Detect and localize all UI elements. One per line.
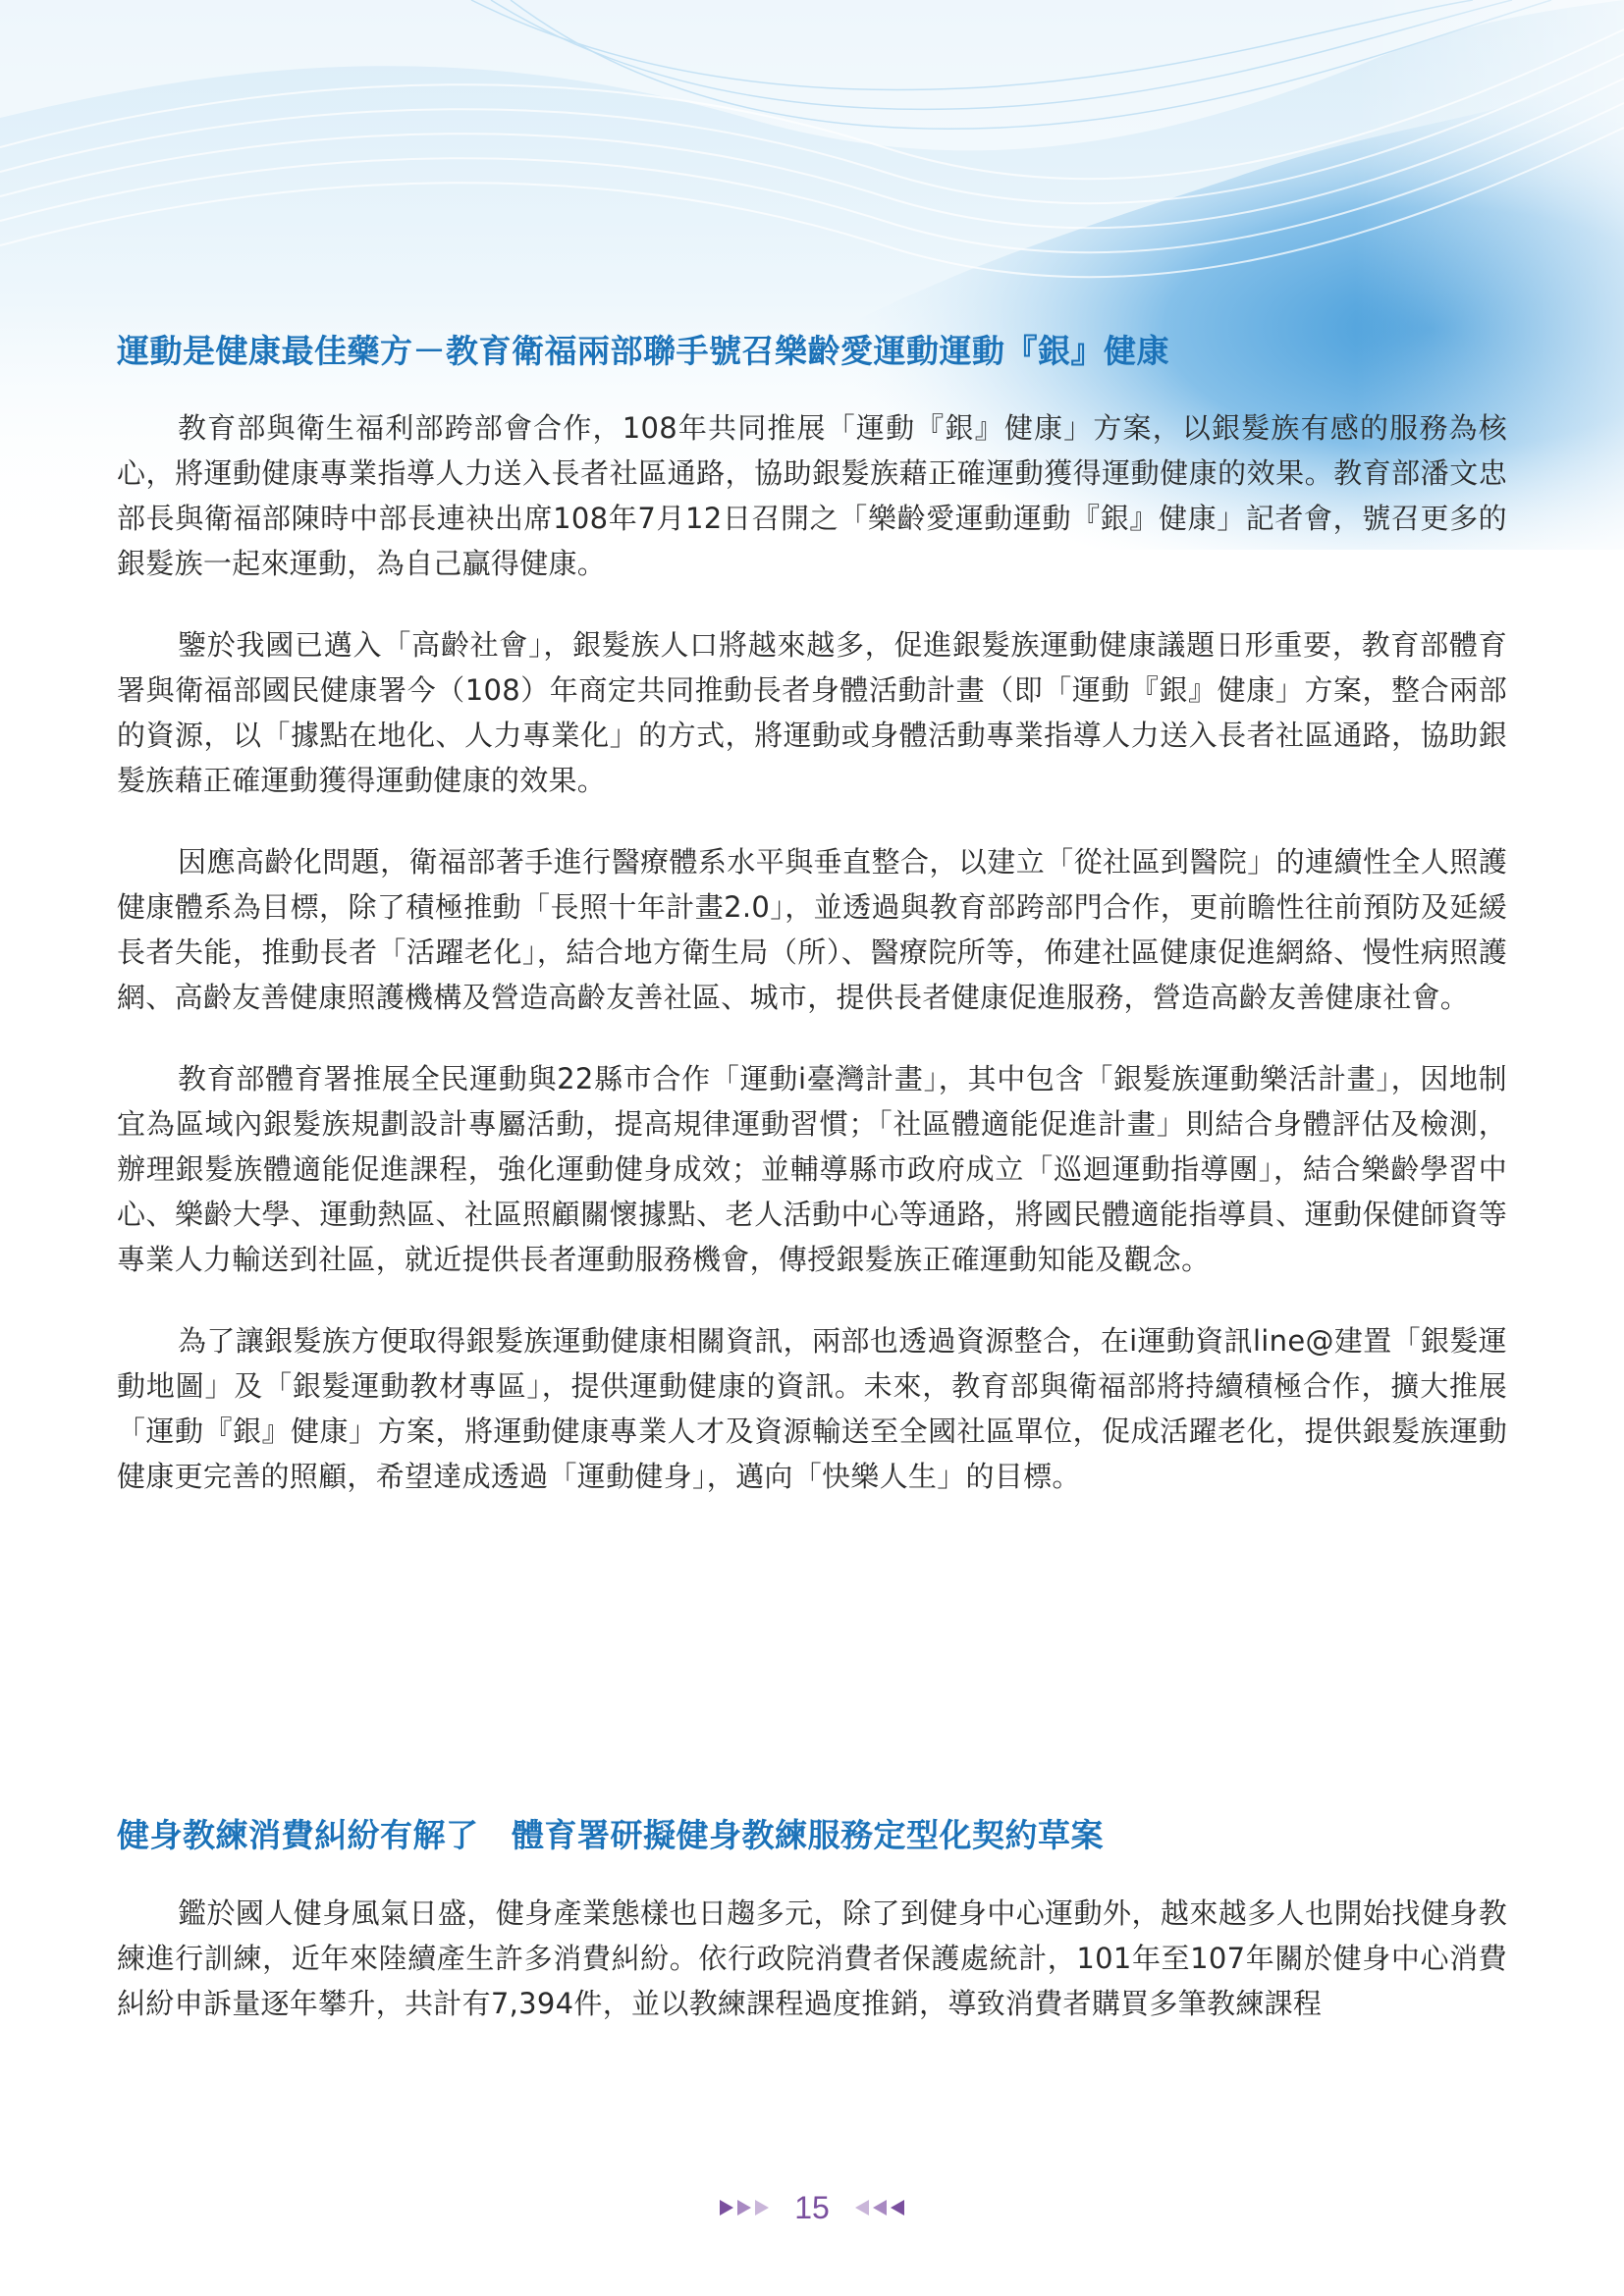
triple-right-arrow-icon <box>720 2200 769 2216</box>
section-2-paragraph-1: 鑑於國人健身風氣日盛，健身產業態樣也日趨多元，除了到健身中心運動外，越來越多人也開始找健身教練進行訓練，近年來陸續產生許多消費糾紛。依行政院消費者保護處統計，101年至107年關於健身中心消費糾紛申訴量逐年攀升，共計有7,394件，並以教練課程過度推銷，導致消費者購買多筆教練課程 <box>117 1896 1507 2020</box>
section-1-title: 運動是健康最佳藥方－教育衛福兩部聯手號召樂齡愛運動運動『銀』健康 <box>117 332 1169 370</box>
section-1-paragraph-5: 為了讓銀髮族方便取得銀髮族運動健康相關資訊，兩部也透過資源整合，在i運動資訊line@建置「銀髮運動地圖」及「銀髮運動教材專區」，提供運動健康的資訊。未來，教育部與衛福部將持續積極合作，擴大推展「運動『銀』健康」方案，將運動健康專業人才及資源輸送至全國社區單位，促成活躍老化，提供銀髮族運動健康更完善的照顧，希望達成透過「運動健身」，邁向「快樂人生」的目標。 <box>117 1324 1507 1493</box>
section-1-paragraph-3: 因應高齡化問題，衛福部著手進行醫療體系水平與垂直整合，以建立「從社區到醫院」的連續性全人照護健康體系為目標，除了積極推動「長照十年計畫2.0」，並透過與教育部跨部門合作，更前瞻性往前預防及延緩長者失能，推動長者「活躍老化」，結合地方衛生局（所）、醫療院所等，佈建社區健康促進網絡、慢性病照護網、高齡友善健康照護機構及營造高齡友善社區、城市，提供長者健康促進服務，營造高齡友善健康社會。 <box>117 845 1507 1014</box>
section-2-body <box>117 1891 1507 2026</box>
section-1-paragraph-1: 教育部與衛生福利部跨部會合作，108年共同推展「運動『銀』健康」方案，以銀髮族有感的服務為核心，將運動健康專業指導人力送入長者社區通路，協助銀髮族藉正確運動獲得運動健康的效果。教育部潘文忠部長與衛福部陳時中部長連袂出席108年7月12日召開之「樂齡愛運動運動『銀』健康」記者會，號召更多的銀髮族一起來運動，為自己贏得健康。 <box>117 411 1507 580</box>
page-footer <box>0 2185 1624 2230</box>
triple-left-arrow-icon <box>855 2200 904 2216</box>
section-1-paragraph-2: 鑒於我國已邁入「高齡社會」，銀髮族人口將越來越多，促進銀髮族運動健康議題日形重要，教育部體育署與衛福部國民健康署今（108）年商定共同推動長者身體活動計畫（即「運動『銀』健康」方案，整合兩部的資源，以「據點在地化、人力專業化」的方式，將運動或身體活動專業指導人力送入長者社區通路，協助銀髮族藉正確運動獲得運動健康的效果。 <box>117 628 1507 797</box>
section-2-title: 健身教練消費糾紛有解了 體育署研擬健身教練服務定型化契約草案 <box>117 1816 1104 1854</box>
section-1-body <box>117 405 1507 1499</box>
section-1-paragraph-4: 教育部體育署推展全民運動與22縣市合作「運動i臺灣計畫」，其中包含「銀髮族運動樂活計畫」，因地制宜為區域內銀髮族規劃設計專屬活動，提高規律運動習慣；「社區體適能促進計畫」則結合身體評估及檢測，辦理銀髮族體適能促進課程，強化運動健身成效；並輔導縣市政府成立「巡迴運動指導團」，結合樂齡學習中心、樂齡大學、運動熱區、社區照顧關懷據點、老人活動中心等通路，將國民體適能指導員、運動保健師資等專業人力輸送到社區，就近提供長者運動服務機會，傳授銀髮族正確運動知能及觀念。 <box>117 1062 1507 1276</box>
page-number: 15 <box>794 2190 830 2225</box>
